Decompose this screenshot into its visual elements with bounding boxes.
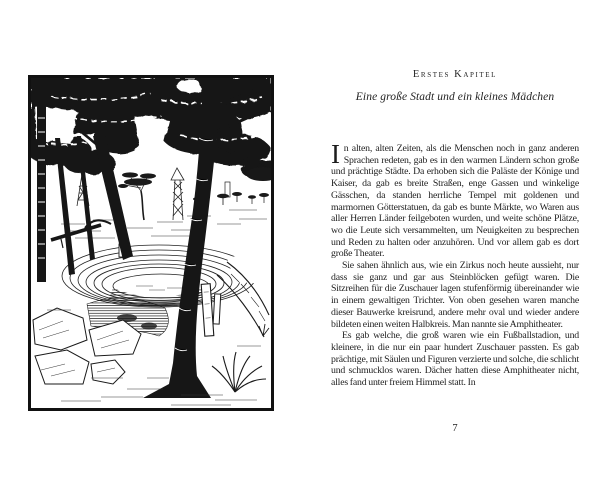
pine-canopy xyxy=(31,78,271,179)
page-number: 7 xyxy=(452,423,458,434)
amphitheater-illustration xyxy=(31,78,271,408)
paragraph-3: Es gab welche, die groß waren wie ein Fußballstadion, und kleinere, in die nur ein paar hundert Zuschauer passten. Es gab prächtige, mit Säulen und Figuren verzierte und solche, die schlicht und schmucklos waren. Dächer hatten diese Amphitheater nicht, alles fand unter freiem Himmel statt. In xyxy=(331,330,579,389)
paragraph-1 xyxy=(331,139,579,260)
chapter-heading: Erstes Kapitel xyxy=(412,69,498,80)
illustration-frame xyxy=(28,75,274,411)
paragraph-2: Sie sahen ähnlich aus, wie ein Zirkus noch heute aussieht, nur dass sie ganz und gar aus Steinblöcken gefügt waren. Die Sitzreihen für die Zuschauer lagen stufenförmig übereinander wie in einem gewaltigen Trichter. Von oben gesehen waren manche dieser Bauwerke kreisrund, andere mehr oval und wieder andere bildeten einen weiten Halbkreis. Man nannte sie Amphitheater. xyxy=(331,260,579,330)
drop-cap: I xyxy=(331,139,340,169)
right-page xyxy=(331,0,579,478)
chapter-title: Eine große Stadt und ein kleines Mädchen xyxy=(355,91,555,103)
paragraph-1-text: n alten, alten Zeiten, als die Menschen noch in ganz anderen Sprachen redeten, gab es in den warmen Ländern schon große und prächtige Städte. Da erhoben sich die Paläste der Könige und Kaiser, da gab es breite Straßen, enge Gassen und winkelige Gässchen, da standen herrliche Tempel mit goldenen und marmornen Götterstatuen, da gab es bunte Märkte, wo Waren aus aller Herren Länder feilgeboten wurden, und weite schöne Plätze, wo die Leute sich versammelten, um Neuigkeiten zu besprechen und Reden zu halten oder anzuhören. Und vor allem gab es dort große Theater. xyxy=(331,143,579,260)
body-text xyxy=(331,139,579,389)
